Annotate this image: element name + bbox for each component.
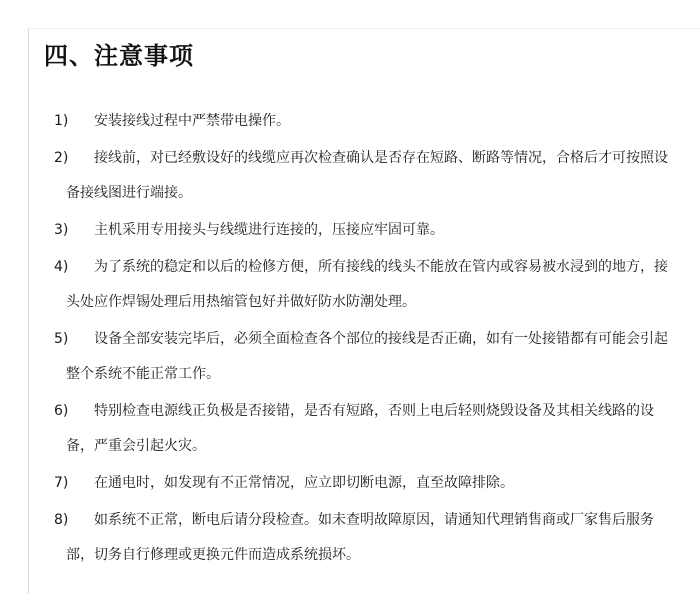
page-top-border xyxy=(28,28,700,29)
note-number: 1) xyxy=(54,113,69,129)
note-text: 特别检查电源线正负极是否接错，是否有短路，否则上电后轻则烧毁设备及其相关线路的设备，严重会引起火灾。 xyxy=(66,403,654,454)
note-number: 7) xyxy=(54,475,69,491)
note-text: 在通电时，如发现有不正常情况，应立即切断电源，直至故障排除。 xyxy=(94,475,514,491)
note-text: 设备全部安装完毕后，必须全面检查各个部位的接线是否正确，如有一处接错都有可能会引起整个系统不能正常工作。 xyxy=(66,331,668,382)
note-number: 6) xyxy=(54,403,69,419)
note-number: 4) xyxy=(54,259,69,275)
note-item-2 xyxy=(0,141,700,211)
note-item-7 xyxy=(0,466,700,501)
note-item-6 xyxy=(0,394,700,464)
section-title: 四、注意事项 xyxy=(44,42,194,70)
note-item-3 xyxy=(0,213,700,248)
note-text: 为了系统的稳定和以后的检修方便，所有接线的线头不能放在管内或容易被水浸到的地方，接头处应作焊锡处理后用热缩管包好并做好防水防潮处理。 xyxy=(66,259,668,310)
note-item-1 xyxy=(0,104,700,139)
note-text: 安装接线过程中严禁带电操作。 xyxy=(94,113,290,129)
note-text: 如系统不正常，断电后请分段检查。如未查明故障原因，请通知代理销售商或厂家售后服务部，切务自行修理或更换元件而造成系统损坏。 xyxy=(66,512,654,563)
note-number: 8) xyxy=(54,512,69,528)
notes-list xyxy=(0,104,700,575)
note-item-5 xyxy=(0,322,700,392)
note-item-8 xyxy=(0,503,700,573)
note-text: 接线前，对已经敷设好的线缆应再次检查确认是否存在短路、断路等情况，合格后才可按照设备接线图进行端接。 xyxy=(66,150,668,201)
note-number: 2) xyxy=(54,150,69,166)
note-item-4 xyxy=(0,250,700,320)
note-number: 3) xyxy=(54,222,69,238)
note-number: 5) xyxy=(54,331,69,347)
note-text: 主机采用专用接头与线缆进行连接的，压接应牢固可靠。 xyxy=(94,222,444,238)
